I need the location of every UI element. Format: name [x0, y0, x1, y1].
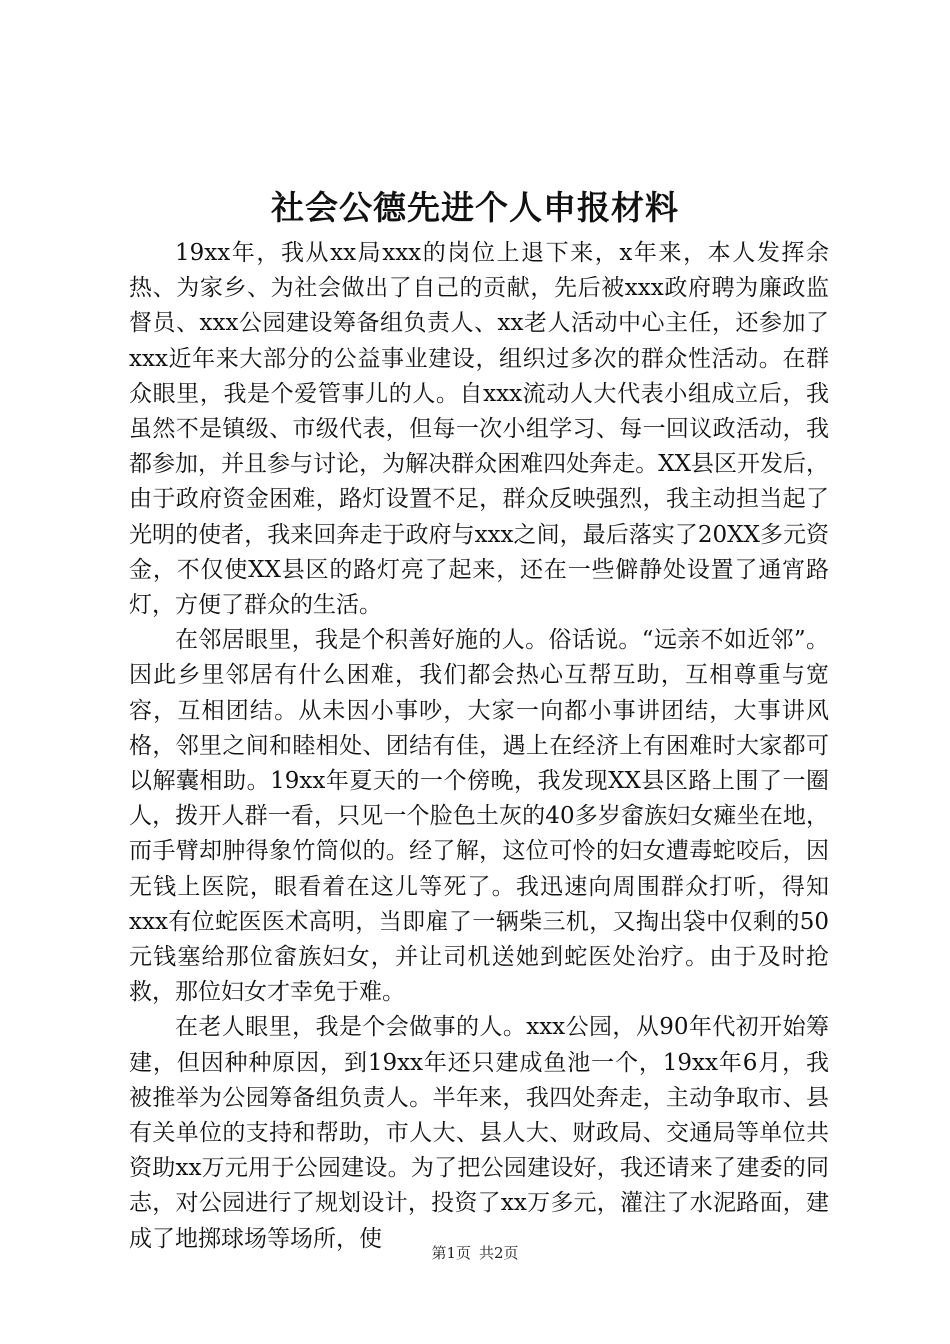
page-number: 第1页 — [431, 1244, 471, 1262]
paragraph: 在邻居眼里，我是个积善好施的人。俗话说。“远亲不如近邻”。因此乡里邻居有什么困难，我们都会热心互帮互助，互相尊重与宽容，互相团结。从未因小事吵，大家一向都小事讲团结，大事讲风格，邻里之间和睦相处、团结有佳，遇上在经济上有困难时大家都可以解囊相助。19xx年夏天的一个傍晚，我发现XX县区路上围了一圈人，拨开人群一看，只见一个脸色土灰的40多岁畲族妇女瘫坐在地，而手臂却肿得象竹筒似的。经了解，这位可怜的妇女遭毒蛇咬后，因无钱上医院，眼看着在这儿等死了。我迅速向周围群众打听，得知xxx有位蛇医医术高明，当即雇了一辆柴三机，又掏出袋中仅剩的50元钱塞给那位畲族妇女，并让司机送她到蛇医处治疗。由于及时抢救，那位妇女才幸免于难。 — [129, 627, 829, 1006]
paragraph: 在老人眼里，我是个会做事的人。xxx公园，从90年代初开始筹建，但因种种原因，到19xx年还只建成鱼池一个，19xx年6月，我被推举为公园筹备组负责人。半年来，我四处奔走，主动争取市、县有关单位的支持和帮助，市人大、县人大、财政局、交通局等单位共资助xx万元用于公园建设。为了把公园建设好，我还请来了建委的同志，对公园进行了规划设计，投资了xx万多元，灌注了水泥路面，建成了地掷球场等场所，使 — [129, 1014, 829, 1252]
page-total: 共2页 — [479, 1244, 519, 1262]
document-body — [129, 236, 829, 1257]
document-title: 社会公德先进个人申报材料 — [271, 188, 679, 227]
paragraph: 19xx年，我从xx局xxx的岗位上退下来，x年来，本人发挥余热、为家乡、为社会做出了自己的贡献，先后被xxx政府聘为廉政监督员、xxx公园建设筹备组负责人、xx老人活动中心主任，还参加了xxx近年来大部分的公益事业建设，组织过多次的群众性活动。在群众眼里，我是个爱管事儿的人。自xxx流动人大代表小组成立后，我虽然不是镇级、市级代表，但每一次小组学习、每一回议政活动，我都参加，并且参与讨论，为解决群众困难四处奔走。XX县区开发后，由于政府资金困难，路灯设置不足，群众反映强烈，我主动担当起了光明的使者，我来回奔走于政府与xxx之间，最后落实了20XX多元资金，不仅使XX县区的路灯亮了起来，还在一些僻静处设置了通宵路灯，方便了群众的生活。 — [129, 240, 829, 619]
page-footer — [0, 1243, 950, 1263]
